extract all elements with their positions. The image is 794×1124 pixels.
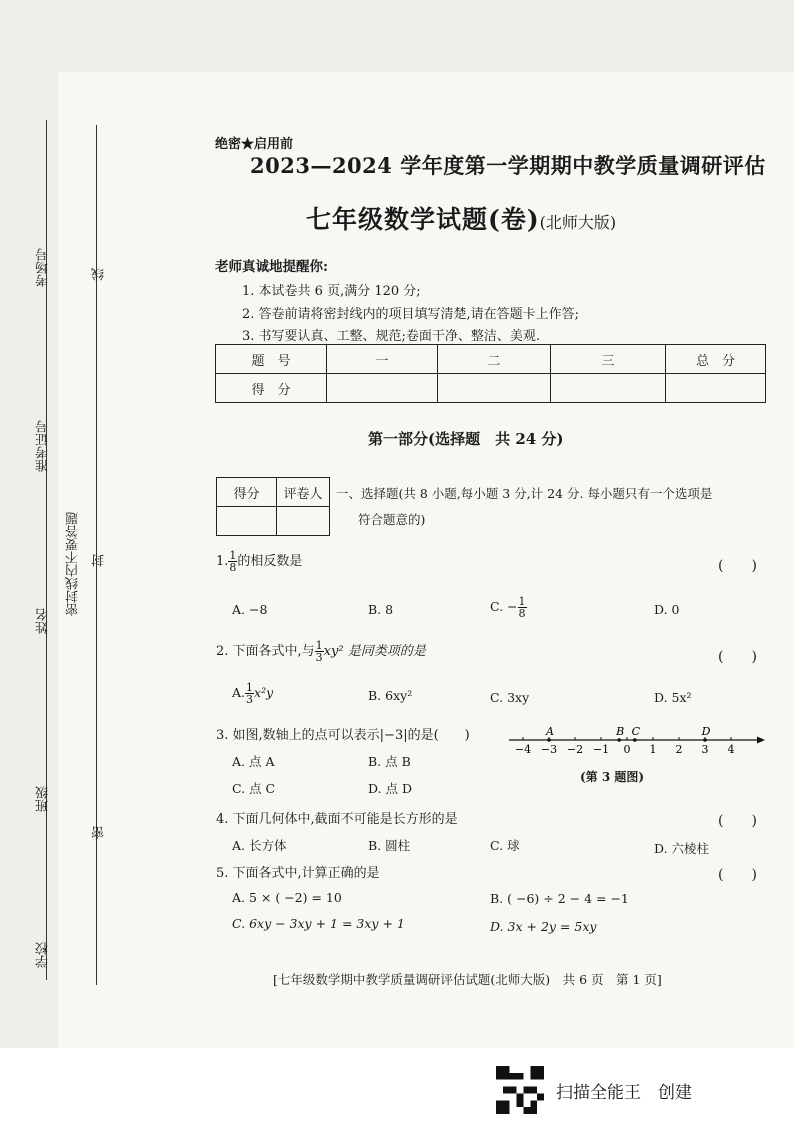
q1-frac-num: 1 <box>229 549 237 562</box>
q1-answer-paren[interactable]: ( ) <box>718 558 757 574</box>
grader-box-header <box>217 478 330 507</box>
q2-option-c[interactable]: C. 3xy <box>490 690 530 705</box>
grader-score-label: 得分 <box>217 478 277 507</box>
q1-number: 1. <box>216 554 229 569</box>
number-line-tick-label: −2 <box>566 743 584 756</box>
q2-expr: xy² 是同类项的是 <box>323 644 426 659</box>
q4-option-b[interactable]: B. 圆柱 <box>368 838 411 853</box>
q5-answer-paren[interactable]: ( ) <box>718 867 757 883</box>
grader-box <box>216 477 330 536</box>
question-5: 5. 下面各式中,计算正确的是 <box>216 866 380 881</box>
reminder-item-2: 2. 答卷前请将密封线内的项目填写清楚,请在答题卡上作答; <box>242 307 580 322</box>
score-cell-2[interactable] <box>438 374 551 403</box>
secret-label: 绝密★启用前 <box>215 137 294 152</box>
number-line-tick-label: −3 <box>540 743 558 756</box>
q1-c-num: 1 <box>518 595 526 608</box>
q2-answer-paren[interactable]: ( ) <box>718 649 757 665</box>
q5-option-a[interactable]: A. 5 × ( −2) = 10 <box>232 890 342 905</box>
exam-edition: (北师大版) <box>539 213 617 232</box>
q3-option-d[interactable]: D. 点 D <box>368 781 413 796</box>
number-line-tick-label: 3 <box>701 743 709 756</box>
number-line-tick-label: 1 <box>649 743 657 756</box>
q1-option-b[interactable]: B. 8 <box>368 602 394 617</box>
number-line-figure <box>505 724 767 764</box>
score-row-label: 得 分 <box>216 374 327 403</box>
score-cell-total[interactable] <box>666 374 766 403</box>
number-line-tick-label: −4 <box>514 743 532 756</box>
number-line-point <box>633 738 637 742</box>
seal-char-xian: 线 <box>92 268 107 281</box>
score-col-3: 三 <box>551 345 666 374</box>
q5-option-c[interactable]: C. 6xy − 3xy + 1 = 3xy + 1 <box>232 916 405 931</box>
q4-option-c[interactable]: C. 球 <box>490 838 520 853</box>
score-cell-1[interactable] <box>327 374 438 403</box>
q2-option-a[interactable] <box>232 682 273 705</box>
q2-a-expr: x²y <box>254 685 274 700</box>
seal-char-mi: 密 <box>92 826 107 839</box>
reminder-heading: 老师真诚地提醒你: <box>215 259 328 275</box>
seal-note: 密封线内不要答题 <box>66 512 81 616</box>
number-line-tick-label: 4 <box>727 743 735 756</box>
q1-frac-den: 8 <box>229 561 237 574</box>
number-line-point-label: B <box>616 725 625 738</box>
score-col-2: 二 <box>438 345 551 374</box>
number-line-tick-label: 0 <box>623 743 631 756</box>
q2-a-den: 3 <box>246 693 254 706</box>
q3-option-b[interactable]: B. 点 B <box>368 754 411 769</box>
part1-title: 第一部分(选择题 共 24 分) <box>368 430 564 448</box>
subtitle-row <box>306 200 616 236</box>
score-col-total: 总 分 <box>666 345 766 374</box>
q2-fraction <box>315 640 324 663</box>
number-line-points <box>545 725 711 742</box>
grader-name-label: 评卷人 <box>277 478 330 507</box>
q2-a-fraction <box>245 682 254 705</box>
q2-option-b[interactable]: B. 6xy² <box>368 688 413 703</box>
q4-answer-paren[interactable]: ( ) <box>718 813 757 829</box>
q2-a-num: 1 <box>246 681 254 694</box>
q3-figure-caption: (第 3 题图) <box>580 770 645 784</box>
score-col-1: 一 <box>327 345 438 374</box>
q2-prefix: 2. 下面各式中,与 <box>216 644 315 659</box>
exam-subtitle: 七年级数学试题(卷) <box>306 205 540 234</box>
q1-option-a[interactable]: A. −8 <box>232 602 268 617</box>
number-line-point <box>547 738 551 742</box>
seal-char-feng: 封 <box>92 554 107 567</box>
grader-score-cell[interactable] <box>217 507 277 536</box>
exam-title: 2023—2024 学年度第一学期期中教学质量调研评估 <box>250 153 766 178</box>
q4-option-a[interactable]: A. 长方体 <box>232 838 287 853</box>
q5-option-b[interactable]: B. ( −6) ÷ 2 − 4 = −1 <box>490 891 629 906</box>
qr-code-icon <box>496 1066 544 1114</box>
q1-option-d[interactable]: D. 0 <box>654 602 680 617</box>
reminder-item-1: 1. 本试卷共 6 页,满分 120 分; <box>242 284 421 299</box>
number-line-point-label: A <box>546 725 554 738</box>
part1-instruction-1: 一、选择题(共 8 小题,每小题 3 分,计 24 分. 每小题只有一个选项是 <box>336 486 713 501</box>
score-table-score-row <box>216 374 766 403</box>
label-kaochang: 考场号 <box>36 248 51 287</box>
number-line-point <box>703 738 707 742</box>
score-table-header-row <box>216 345 766 374</box>
page-footer: [七年级数学期中教学质量调研评估试题(北师大版) 共 6 页 第 1 页] <box>273 972 662 987</box>
q1-option-c-fraction <box>518 596 527 619</box>
number-line-tick-label: −1 <box>592 743 610 756</box>
reminder-item-3: 3. 书写要认真、工整、规范;卷面干净、整洁、美观. <box>242 329 541 344</box>
q2-frac-num: 1 <box>315 639 323 652</box>
label-xuexiao: 学校 <box>36 942 51 968</box>
grader-box-row <box>217 507 330 536</box>
question-4: 4. 下面几何体中,截面不可能是长方形的是 <box>216 812 458 827</box>
number-line-tick-label: 2 <box>675 743 683 756</box>
score-cell-3[interactable] <box>551 374 666 403</box>
question-2 <box>216 640 426 663</box>
q1-option-c[interactable] <box>490 596 527 619</box>
number-line-point-label: C <box>631 725 641 738</box>
grader-name-cell[interactable] <box>277 507 330 536</box>
q2-frac-den: 3 <box>315 651 323 664</box>
label-zhunkao: 准考证号 <box>36 420 51 472</box>
question-3: 3. 如图,数轴上的点可以表示|−3|的是( ) <box>216 728 470 743</box>
number-line-point-label: D <box>701 725 711 738</box>
q3-option-c[interactable]: C. 点 C <box>232 781 276 796</box>
q5-option-d[interactable]: D. 3x + 2y = 5xy <box>490 919 597 934</box>
number-line-arrow <box>757 737 765 744</box>
q2-a-prefix: A. <box>232 685 246 700</box>
scanner-watermark: 扫描全能王 创建 <box>556 1083 692 1103</box>
question-1 <box>216 550 302 573</box>
q1-c-den: 8 <box>518 607 526 620</box>
score-col-label: 题 号 <box>216 345 327 374</box>
q3-option-a[interactable]: A. 点 A <box>232 754 275 769</box>
label-banji: 班级 <box>36 786 51 812</box>
part1-instruction-2: 符合题意的) <box>358 512 426 527</box>
score-table <box>215 344 766 403</box>
q1-option-c-prefix: C. − <box>490 599 518 614</box>
q1-text: 的相反数是 <box>237 554 303 569</box>
number-line-point <box>617 738 621 742</box>
q2-option-d[interactable]: D. 5x² <box>654 690 692 705</box>
label-xingming: 姓名 <box>36 608 51 634</box>
q4-option-d[interactable]: D. 六棱柱 <box>654 841 710 856</box>
